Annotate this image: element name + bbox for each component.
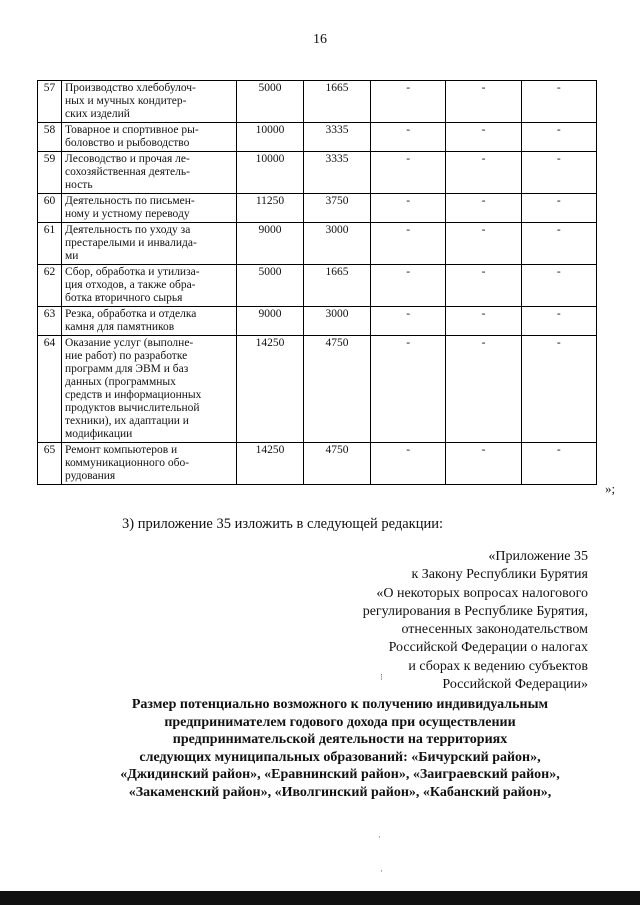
income-value-2: 3335	[304, 123, 371, 152]
empty-cell: -	[371, 265, 446, 307]
activity-name-line: ских изделий	[65, 108, 130, 120]
activity-name-line: средств и информационных	[65, 389, 202, 401]
appendix-line: к Закону Республики Бурятия	[411, 567, 588, 583]
income-value: 5000	[237, 265, 304, 307]
appendix-line: «Приложение 35	[488, 549, 588, 564]
empty-cell: -	[446, 152, 521, 194]
income-value-2: 4750	[304, 336, 371, 443]
income-value-2: 4750	[304, 443, 371, 485]
activity-name-line: престарелыми и инвалида-	[65, 237, 197, 249]
empty-cell: -	[521, 81, 596, 123]
empty-cell: -	[521, 265, 596, 307]
table-row	[38, 223, 597, 265]
scan-border	[0, 891, 640, 905]
activity-name-line: программ для ЭВМ и баз	[65, 363, 189, 375]
empty-cell: -	[371, 443, 446, 485]
activity-name-line: Оказание услуг (выполне-	[65, 337, 194, 349]
income-value-2: 1665	[304, 265, 371, 307]
empty-cell: -	[371, 336, 446, 443]
activity-name-line: Деятельность по письмен-	[65, 195, 195, 207]
heading-line: «Закаменский район», «Иволгинский район», «Кабанский район»,	[128, 784, 552, 800]
empty-cell: -	[521, 194, 596, 223]
income-value: 10000	[237, 123, 304, 152]
empty-cell: -	[371, 152, 446, 194]
empty-cell: -	[446, 336, 521, 443]
activity-name	[62, 194, 237, 223]
activity-name-line: Ремонт компьютеров и	[65, 444, 178, 456]
heading-line: следующих муниципальных образований: «Бичурский район»,	[139, 749, 541, 765]
income-value: 10000	[237, 152, 304, 194]
appendix-line: Российской Федерации»	[442, 677, 588, 693]
row-number: 64	[38, 336, 62, 443]
income-value: 11250	[237, 194, 304, 223]
income-value: 9000	[237, 223, 304, 265]
activity-name-line: модификации	[65, 428, 133, 440]
empty-cell: -	[446, 194, 521, 223]
heading-line: «Джидинский район», «Еравнинский район», «Заиграевский район»,	[120, 767, 560, 782]
activity-name-line: Резка, обработка и отделка	[65, 308, 197, 320]
activity-name	[62, 123, 237, 152]
activity-name-line: ботка вторичного сырья	[65, 292, 183, 304]
row-number: 58	[38, 123, 62, 152]
table-row	[38, 307, 597, 336]
document-heading	[60, 696, 620, 801]
income-value-2: 1665	[304, 81, 371, 123]
scan-speck: ·	[378, 832, 381, 842]
activity-name-line: Лесоводство и прочая ле-	[65, 153, 190, 165]
amendment-intro: 3) приложение 35 изложить в следующей редакции:	[122, 516, 444, 532]
row-number: 59	[38, 152, 62, 194]
empty-cell: -	[521, 336, 596, 443]
table-row	[38, 336, 597, 443]
activity-name	[62, 443, 237, 485]
activity-name-line: Деятельность по уходу за	[65, 224, 191, 236]
page-number: 16	[313, 32, 327, 47]
row-number: 63	[38, 307, 62, 336]
empty-cell: -	[446, 265, 521, 307]
activity-name	[62, 152, 237, 194]
activity-name-line: продуктов вычислительной	[65, 402, 200, 414]
activity-name-line: коммуникационного обо-	[65, 457, 190, 469]
activity-name-line: Сбор, обработка и утилиза-	[65, 266, 200, 278]
activity-name-line: ние работ) по разработке	[65, 350, 188, 362]
empty-cell: -	[521, 152, 596, 194]
table-row	[38, 443, 597, 485]
empty-cell: -	[446, 307, 521, 336]
income-value: 9000	[237, 307, 304, 336]
income-value-2: 3000	[304, 307, 371, 336]
heading-line: Размер потенциально возможного к получению индивидуальным	[131, 697, 549, 712]
activity-name	[62, 223, 237, 265]
activity-name-line: Производство хлебобулоч-	[65, 82, 196, 94]
activity-name-line: ных и мучных кондитер-	[65, 95, 187, 107]
empty-cell: -	[446, 123, 521, 152]
activity-name-line: Товарное и спортивное ры-	[65, 124, 199, 136]
table-row	[38, 81, 597, 123]
empty-cell: -	[446, 81, 521, 123]
income-value-2: 3750	[304, 194, 371, 223]
activity-name-line: ному и устному переводу	[65, 208, 190, 220]
row-number: 61	[38, 223, 62, 265]
appendix-line: регулирования в Республике Бурятия,	[362, 603, 588, 619]
table-row	[38, 194, 597, 223]
activity-name-line: боловство и рыбоводство	[65, 137, 190, 149]
income-value: 14250	[237, 336, 304, 443]
empty-cell: -	[521, 307, 596, 336]
activity-name-line: техники), их адаптации и	[65, 415, 189, 427]
appendix-header	[363, 548, 588, 694]
table-row	[38, 152, 597, 194]
empty-cell: -	[446, 443, 521, 485]
appendix-line: «О некоторых вопросах налогового	[376, 585, 588, 601]
activity-name-line: ми	[65, 250, 79, 262]
appendix-line: и сборах к ведению субъектов	[408, 658, 588, 674]
income-value: 5000	[237, 81, 304, 123]
empty-cell: -	[521, 123, 596, 152]
activity-name	[62, 81, 237, 123]
empty-cell: -	[371, 307, 446, 336]
scan-speck: ⁝	[380, 672, 383, 682]
empty-cell: -	[446, 223, 521, 265]
activity-name-line: ность	[65, 179, 93, 191]
appendix-line: отнесенных законодательством	[401, 622, 588, 638]
appendix-line: Российской Федерации о налогах	[388, 640, 588, 656]
activity-name	[62, 336, 237, 443]
activity-name-line: ция отходов, а также обра-	[65, 279, 196, 291]
activity-name	[62, 265, 237, 307]
heading-line: предпринимательской деятельности на территориях	[172, 732, 508, 747]
row-number: 60	[38, 194, 62, 223]
income-value-2: 3000	[304, 223, 371, 265]
empty-cell: -	[371, 194, 446, 223]
activity-name-line: сохозяйственная деятель-	[65, 166, 190, 178]
activity-name-line: данных (программных	[65, 376, 176, 388]
row-number: 57	[38, 81, 62, 123]
empty-cell: -	[521, 223, 596, 265]
income-value-2: 3335	[304, 152, 371, 194]
income-value: 14250	[237, 443, 304, 485]
activity-name	[62, 307, 237, 336]
table-row	[38, 123, 597, 152]
table-closing-quote: »;	[605, 481, 616, 496]
row-number: 62	[38, 265, 62, 307]
heading-line: предпринимателем годового дохода при осуществлении	[164, 714, 516, 730]
empty-cell: -	[371, 223, 446, 265]
table-row	[38, 265, 597, 307]
activity-table	[37, 80, 597, 485]
activity-name-line: камня для памятников	[65, 321, 175, 333]
row-number: 65	[38, 443, 62, 485]
empty-cell: -	[371, 81, 446, 123]
scan-speck: ·	[380, 866, 383, 876]
empty-cell: -	[521, 443, 596, 485]
empty-cell: -	[371, 123, 446, 152]
activity-name-line: рудования	[65, 470, 116, 482]
